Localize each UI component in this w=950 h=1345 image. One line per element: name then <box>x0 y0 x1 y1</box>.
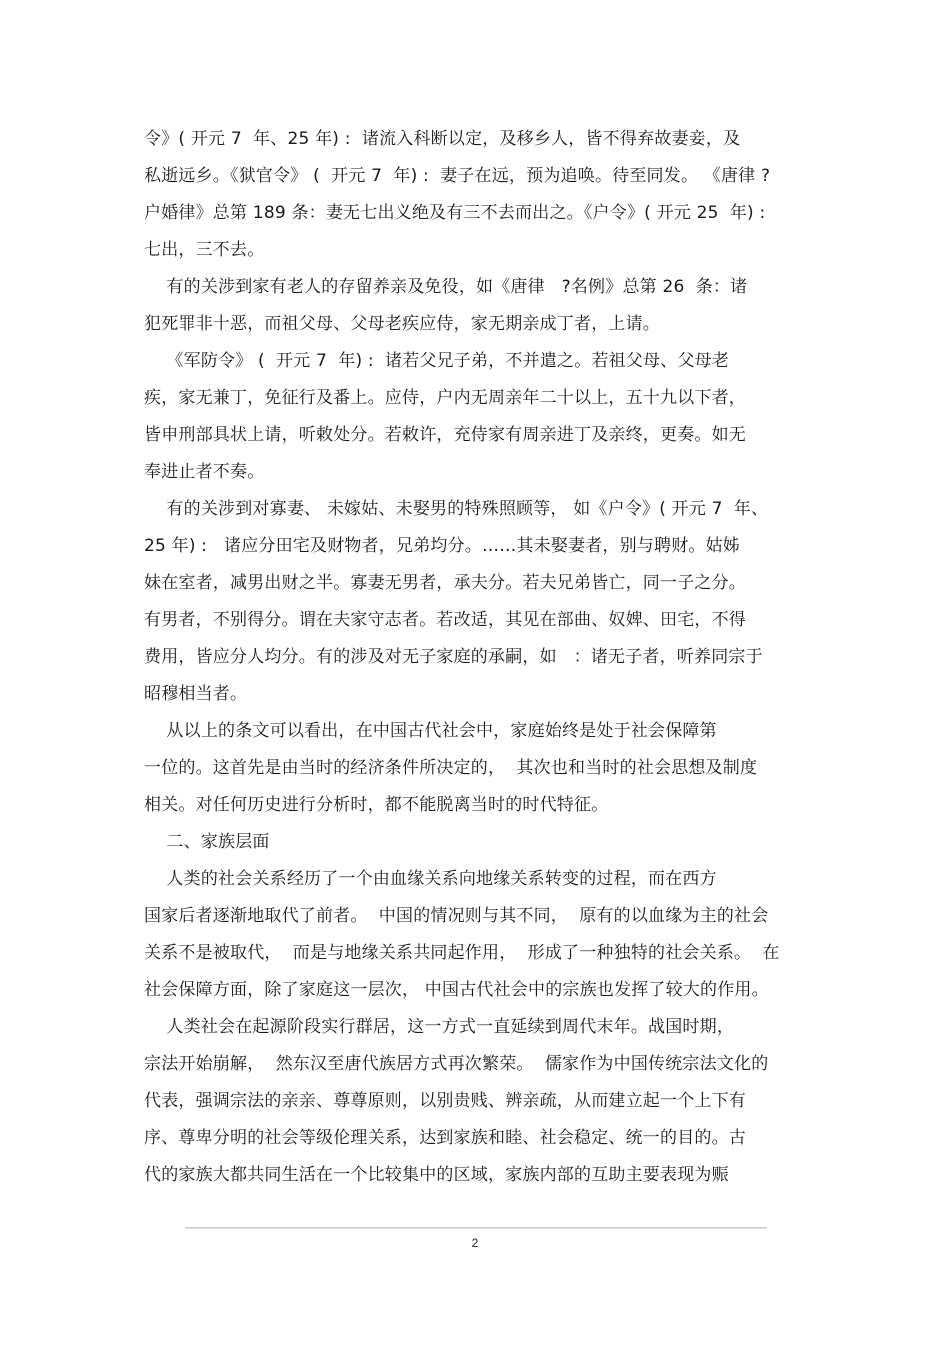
text-line: 奉进止者不奏。 <box>144 462 265 482</box>
text-line: 有的关涉到家有老人的存留养亲及免役，如《唐律 ?名例》总第 26 条：诸 <box>144 277 748 297</box>
text-line: 从以上的条文可以看出，在中国古代社会中，家庭始终是处于社会保障第 <box>144 721 717 741</box>
text-line: 有的关涉到对寡妻、 未嫁姑、未娶男的特殊照顾等， 如《户令》( 开元 7 年、 <box>144 499 769 519</box>
text-line: 犯死罪非十恶，而祖父母、父母老疾应侍，家无期亲成丁者，上请。 <box>144 314 660 334</box>
text-line: 一位的。这首先是由当时的经济条件所决定的， 其次也和当时的社会思想及制度 <box>144 758 758 778</box>
text-line: 七出，三不去。 <box>144 240 265 260</box>
text-line: 关系不是被取代， 而是与地缘关系共同起作用， 形成了一种独特的社会关系。 在 <box>144 943 780 963</box>
text-line: 人类社会在起源阶段实行群居，这一方式一直延续到周代末年。战国时期， <box>144 1017 735 1037</box>
text-line: 疾，家无兼丁，免征行及番上。应侍，户内无周亲年二十以上，五十九以下者， <box>144 388 746 408</box>
page-number: 2 <box>471 1236 479 1250</box>
text-line: 宗法开始崩解， 然东汉至唐代族居方式再次繁荣。 儒家作为中国传统宗法文化的 <box>144 1054 769 1074</box>
text-line: 《军防令》 ( 开元 7 年) : 诸若父兄子弟，不并遣之。若祖父母、父母老 <box>144 351 730 371</box>
text-line: 社会保障方面，除了家庭这一层次， 中国古代社会中的宗族也发挥了较大的作用。 <box>144 980 769 1000</box>
text-line: 有男者，不别得分。谓在夫家守志者。若改适，其见在部曲、奴婢、田宅，不得 <box>144 610 746 630</box>
text-line: 相关。对任何历史进行分析时，都不能脱离当时的时代特征。 <box>144 795 609 815</box>
text-line: 令》( 开元 7 年、25 年) : 诸流入科断以定，及移乡人，皆不得弃故妻妾，及 <box>144 129 741 149</box>
text-line: 私逝远乡。《狱官令》 ( 开元 7 年) : 妻子在远，预为追唤。待至同发。 《唐律 ? <box>144 166 771 186</box>
text-line: 人类的社会关系经历了一个由血缘关系向地缘关系转变的过程，而在西方 <box>144 869 717 889</box>
text-line: 代表，强调宗法的亲亲、尊尊原则，以别贵贱、辨亲疏，从而建立起一个上下有 <box>144 1091 746 1111</box>
footer-divider <box>185 1227 767 1229</box>
text-line: 皆申刑部具状上请，听敕处分。若敕许，充侍家有周亲进丁及亲终，更奏。如无 <box>144 425 746 445</box>
text-line: 25 年) : 诸应分田宅及财物者，兄弟均分。……其未娶妻者，别与聘财。姑姊 <box>144 536 741 556</box>
text-line: 户婚律》总第 189 条：妻无七出义绝及有三不去而出之。《户令》( 开元 25 年) : <box>144 203 766 223</box>
text-line: 妹在室者，减男出财之半。寡妻无男者，承夫分。若夫兄弟皆亡，同一子之分。 <box>144 573 746 593</box>
text-line: 代的家族大都共同生活在一个比较集中的区域，家族内部的互助主要表现为赈 <box>144 1165 729 1185</box>
text-line: 昭穆相当者。 <box>144 684 248 704</box>
text-line: 序、尊卑分明的社会等级伦理关系，达到家族和睦、社会稳定、统一的目的。古 <box>144 1128 746 1148</box>
section-heading: 二、家族层面 <box>144 832 270 852</box>
text-line: 国家后者逐渐地取代了前者。 中国的情况则与其不同， 原有的以血缘为主的社会 <box>144 906 769 926</box>
text-line: 费用，皆应分人均分。有的涉及对无子家庭的承嗣，如 ：诸无子者，听养同宗于 <box>144 647 763 667</box>
